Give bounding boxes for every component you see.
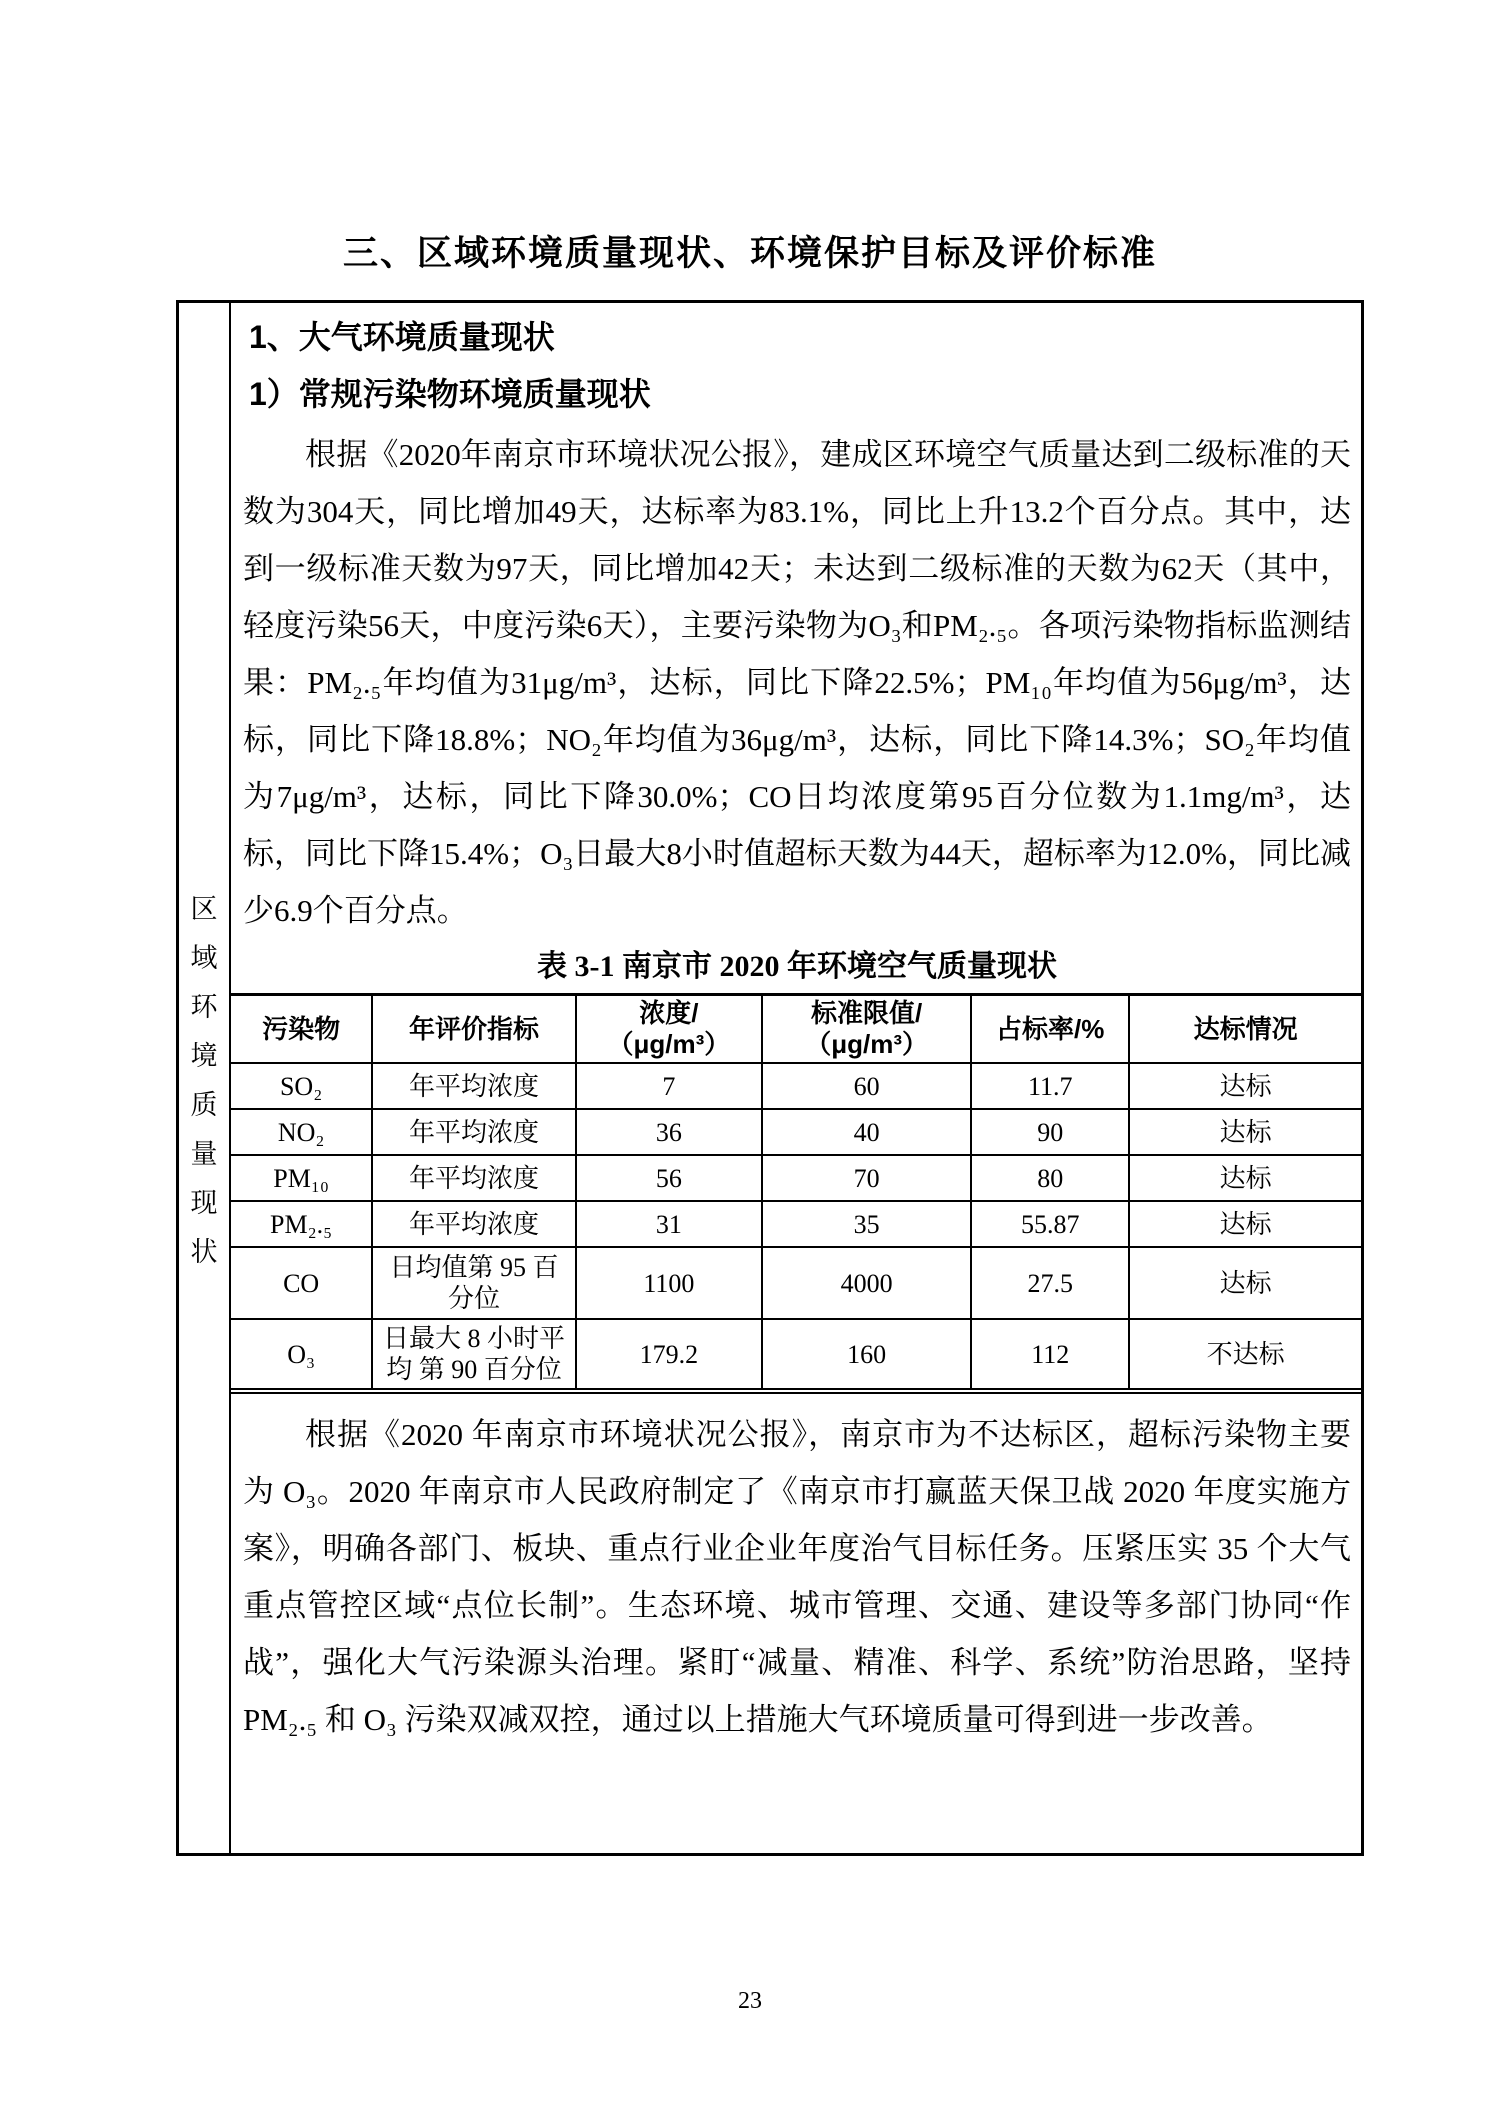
paragraph-air-quality-status: 根据《2020年南京市环境状况公报》，建成区环境空气质量达到二级标准的天数为304天，同比增加49天，达标率为83.1%，同比上升13.2个百分点。其中，达到一级标准天数为97天，同比增加42天；未达到二级标准的天数为62天（其中，轻度污染56天，中度污染6天），主要污染物为O₃和PM₂.₅。各项污染物指标监测结果：PM₂.₅年均值为31μg/m³，达标，同比下降22.5%；PM₁₀年均值为56μg/m³，达标，同比下降18.8%；NO₂年均值为36μg/m³，达标，同比下降14.3%；SO₂年均值为7μg/m³，达标，同比下降30.0%；CO日均浓度第95百分位数为1.1mg/m³，达标，同比下降15.4%；O₃日最大8小时值超标天数为44天，超标率为12.0%，同比减少6.9个百分点。 [243, 437, 1351, 928]
table-cell: 160 [762, 1319, 971, 1391]
sidebar-char: 质 [190, 1090, 218, 1120]
table-cell: 日均值第 95 百分位 [372, 1247, 575, 1319]
header-text: 占标率/% [996, 1013, 1105, 1044]
sidebar-char: 现 [190, 1188, 218, 1218]
table-row [231, 1109, 1361, 1155]
table-cell: 27.5 [971, 1247, 1129, 1319]
table-cell: O₃ [231, 1319, 372, 1391]
header-text: 标准限值/ [810, 998, 923, 1028]
table-cell: 日最大 8 小时平均 第 90 百分位 [372, 1319, 575, 1391]
table-cell: 不达标 [1129, 1319, 1361, 1391]
table-header-row [231, 995, 1361, 1064]
table-cell: 达标 [1129, 1247, 1361, 1319]
table-cell: 达标 [1129, 1063, 1361, 1109]
table-row [231, 1247, 1361, 1319]
sidebar-label [179, 303, 231, 1853]
table-cell: 31 [576, 1201, 762, 1247]
table-row [231, 1063, 1361, 1109]
table-cell: 90 [971, 1109, 1129, 1155]
air-quality-table [231, 993, 1361, 1394]
table-cell: 年平均浓度 [372, 1201, 575, 1247]
document-title: 三、区域环境质量现状、环境保护目标及评价标准 [342, 234, 1157, 273]
paragraph-policy-measures: 根据《2020 年南京市环境状况公报》，南京市为不达标区，超标污染物主要为 O₃。2020 年南京市人民政府制定了《南京市打赢蓝天保卫战 2020 年度实施方案》，明确各部门、板块、重点行业企业年度治气目标任务。压紧压实 35 个大气重点管控区域“点位长制”。生态环境、城市管理、交通、建设等多部门协同“作战”，强化大气污染源头治理。紧盯“减量、精准、科学、系统”防治思路，坚持 PM₂.₅ 和 O₃ 污染双减双控，通过以上措施大气环境质量可得到进一步改善。 [243, 1417, 1351, 1737]
sidebar-char: 环 [190, 992, 218, 1022]
table-cell: 40 [762, 1109, 971, 1155]
table-cell: 60 [762, 1063, 971, 1109]
table-cell: 179.2 [576, 1319, 762, 1391]
header-text: 年评价指标 [408, 1013, 539, 1044]
table-cell: 年平均浓度 [372, 1063, 575, 1109]
table-cell: 112 [971, 1319, 1129, 1391]
header-text: 浓度/ [639, 998, 699, 1028]
table-title: 表 3-1 南京市 2020 年环境空气质量现状 [537, 950, 1057, 983]
table-cell: 达标 [1129, 1155, 1361, 1201]
sidebar-char: 境 [190, 1041, 218, 1071]
sidebar-char: 区 [190, 894, 218, 924]
table-cell: SO₂ [231, 1063, 372, 1109]
table-cell: 11.7 [971, 1063, 1129, 1109]
table-cell: CO [231, 1247, 372, 1319]
table-cell: 达标 [1129, 1201, 1361, 1247]
header-text: 达标情况 [1193, 1013, 1298, 1044]
table-cell: PM₂.₅ [231, 1201, 372, 1247]
table-cell: 7 [576, 1063, 762, 1109]
subsection-heading-conventional-pollutants: 1）常规污染物环境质量现状 [249, 376, 651, 412]
table-cell: 4000 [762, 1247, 971, 1319]
header-text: （μg/m³） [805, 1029, 928, 1059]
table-header-cell [1129, 995, 1361, 1064]
header-text: 污染物 [262, 1013, 341, 1044]
table-cell: 年平均浓度 [372, 1109, 575, 1155]
table-cell: PM₁₀ [231, 1155, 372, 1201]
table-header-cell [762, 995, 971, 1064]
content-frame [176, 300, 1364, 1856]
table-cell: 70 [762, 1155, 971, 1201]
table-header-cell [372, 995, 575, 1064]
table-row [231, 1155, 1361, 1201]
table-header-cell [231, 995, 372, 1064]
table-cell: 56 [576, 1155, 762, 1201]
sidebar-char: 量 [190, 1139, 218, 1169]
table-cell: 80 [971, 1155, 1129, 1201]
table-header-cell [576, 995, 762, 1064]
header-text: （μg/m³） [607, 1029, 731, 1059]
sidebar-char: 状 [190, 1237, 218, 1267]
page-number: 23 [738, 1988, 762, 2014]
section-heading-air-quality: 1、大气环境质量现状 [249, 319, 555, 355]
table-cell: 35 [762, 1201, 971, 1247]
table-cell: NO₂ [231, 1109, 372, 1155]
table-cell: 1100 [576, 1247, 762, 1319]
table-cell: 达标 [1129, 1109, 1361, 1155]
content-area [231, 303, 1361, 1853]
table-row [231, 1319, 1361, 1391]
sidebar-char: 域 [190, 943, 218, 973]
table-cell: 年平均浓度 [372, 1155, 575, 1201]
table-cell: 36 [576, 1109, 762, 1155]
table-cell: 55.87 [971, 1201, 1129, 1247]
table-row [231, 1201, 1361, 1247]
table-header-cell [971, 995, 1129, 1064]
